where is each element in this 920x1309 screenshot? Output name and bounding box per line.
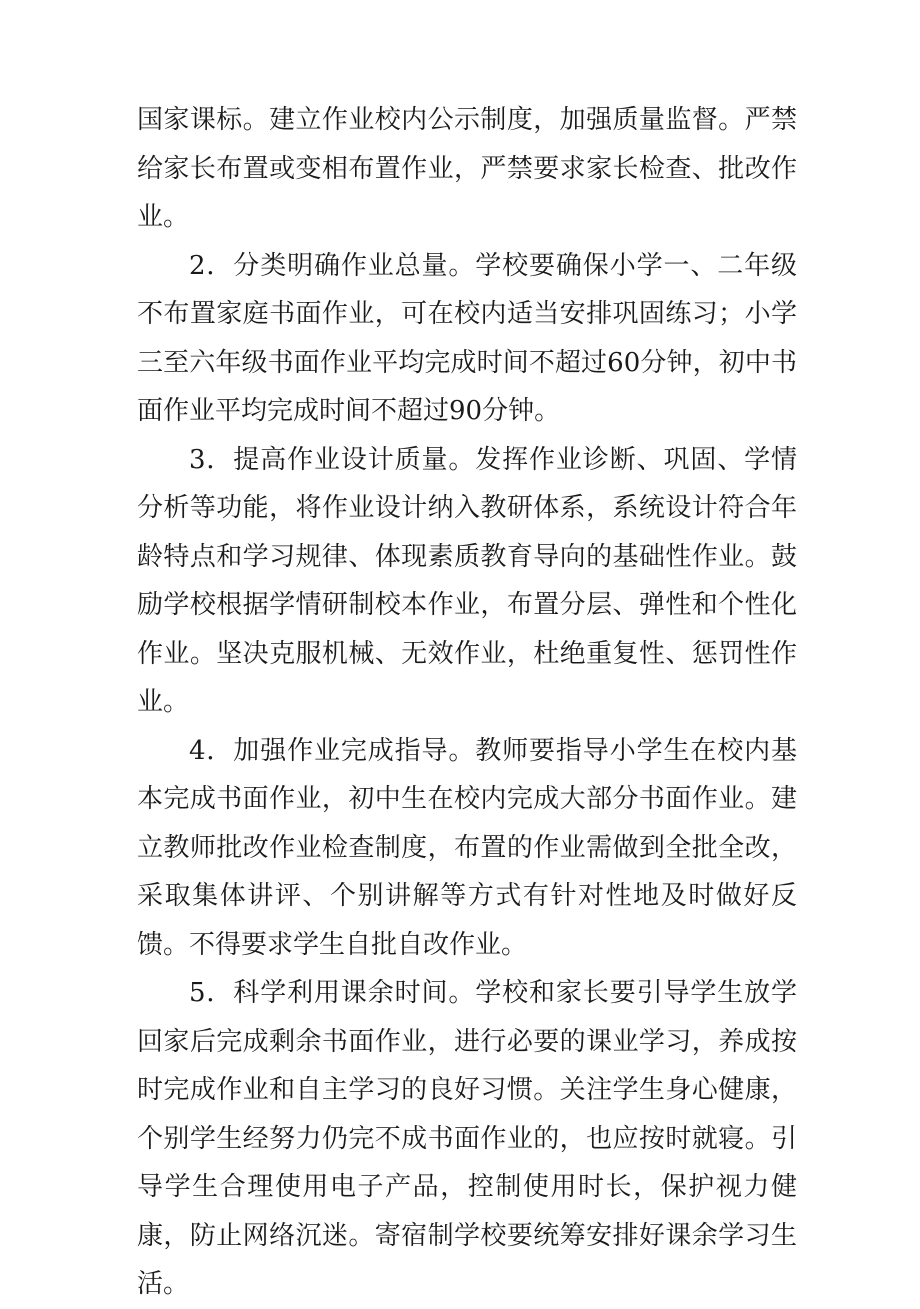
paragraph-item-2: 2．分类明确作业总量。学校要确保小学一、二年级不布置家庭书面作业，可在校内适当安排巩固练习；小学三至六年级书面作业平均完成时间不超过60分钟，初中书面作业平均完成时间不超过90分钟。 bbox=[137, 250, 797, 426]
paragraph-continuation: 国家课标。建立作业校内公示制度，加强质量监督。严禁给家长布置或变相布置作业，严禁要求家长检查、批改作业。 bbox=[137, 105, 797, 232]
document-body bbox=[137, 96, 797, 1309]
paragraph-item-5: 5．科学利用课余时间。学校和家长要引导学生放学回家后完成剩余书面作业，进行必要的课业学习，养成按时完成作业和自主学习的良好习惯。关注学生身心健康，个别学生经努力仍完不成书面作业的，也应按时就寝。引导学生合理使用电子产品，控制使用时长，保护视力健康，防止网络沉迷。寄宿制学校要统筹安排好课余学习生活。 bbox=[137, 978, 797, 1299]
paragraph-item-3: 3．提高作业设计质量。发挥作业诊断、巩固、学情分析等功能，将作业设计纳入教研体系，系统设计符合年龄特点和学习规律、体现素质教育导向的基础性作业。鼓励学校根据学情研制校本作业，布置分层、弹性和个性化作业。坚决克服机械、无效作业，杜绝重复性、惩罚性作业。 bbox=[137, 444, 797, 717]
paragraph-item-4: 4．加强作业完成指导。教师要指导小学生在校内基本完成书面作业，初中生在校内完成大部分书面作业。建立教师批改作业检查制度，布置的作业需做到全批全改，采取集体讲评、个别讲解等方式有针对性地及时做好反馈。不得要求学生自批自改作业。 bbox=[137, 735, 797, 960]
